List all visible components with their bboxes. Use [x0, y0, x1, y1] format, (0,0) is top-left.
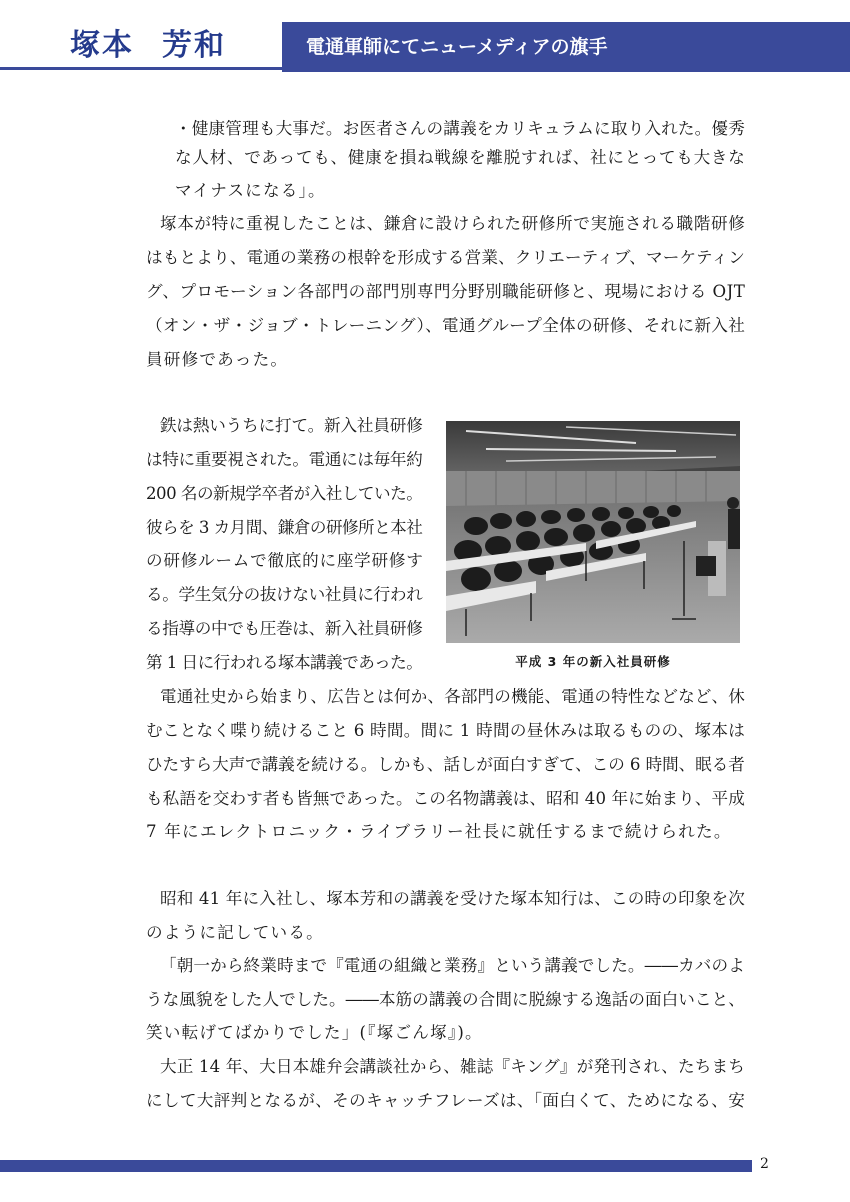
- photo-image: [446, 421, 740, 643]
- page-header: [0, 22, 850, 72]
- text-line: 200 名の新規学卒者が入社していた。: [146, 484, 423, 503]
- author-given-name: 芳和: [162, 28, 226, 63]
- text-line: 「朝一から終業時まで『電通の組織と業務』という講義でした。――カバのよ: [160, 956, 745, 975]
- text-line: ひたすら大声で講義を続ける。しかも、話しが面白すぎて、この 6 時間、眠る者: [146, 755, 745, 774]
- text-line: る指導の中でも圧巻は、新入社員研修: [146, 619, 423, 638]
- author-family-name: 塚本: [70, 28, 134, 63]
- text-line: はもとより、電通の業務の根幹を形成する営業、クリエーティブ、マーケティン: [146, 248, 745, 267]
- photo-caption: 平成 3 年の新入社員研修: [515, 654, 671, 669]
- text-line: 笑い転げてばかりでした」(『塚ごん塚』)。: [146, 1023, 483, 1042]
- text-line: も私語を交わす者も皆無であった。この名物講義は、昭和 40 年に始まり、平成: [146, 789, 745, 808]
- lecture-hall-photo: [446, 421, 740, 643]
- text-line: のように記している。: [146, 923, 324, 942]
- text-line: は特に重要視された。電通には毎年約: [146, 450, 423, 469]
- text-line: むことなく喋り続けること 6 時間。間に 1 時間の昼休みは取るものの、塚本は: [146, 721, 746, 740]
- footer-bar: [0, 1160, 752, 1172]
- text-line: うな風貌をした人でした。――本筋の講義の合間に脱線する逸話の面白いこと、: [146, 990, 745, 1009]
- text-line: 員研修であった。: [146, 350, 289, 369]
- text-line: な人材、であっても、健康を損ね戦線を離脱すれば、社にとっても大きな: [175, 148, 746, 167]
- text-line: る。学生気分の抜けない社員に行われ: [146, 585, 423, 604]
- text-line: マイナスになる」。: [175, 181, 326, 200]
- text-line: 電通社史から始まり、広告とは何か、各部門の機能、電通の特性などなど、休: [160, 687, 745, 706]
- chapter-title: 電通軍師にてニューメディアの旗手: [282, 22, 850, 72]
- text-line: 昭和 41 年に入社し、塚本芳和の講義を受けた塚本知行は、この時の印象を次: [160, 889, 745, 908]
- text-line: グ、プロモーション各部門の部門別専門分野別職能研修と、現場における OJT: [146, 282, 746, 301]
- text-line: 鉄は熱いうちに打て。新入社員研修: [160, 416, 423, 435]
- author-name: [0, 22, 282, 70]
- text-line: ・健康管理も大事だ。お医者さんの講義をカリキュラムに取り入れた。優秀: [175, 119, 745, 138]
- text-line: （オン・ザ・ジョブ・トレーニング）、電通グループ全体の研修、それに新入社: [146, 316, 746, 335]
- text-line: 第 1 日に行われる塚本講義であった。: [146, 653, 423, 672]
- text-line: にして大評判となるが、そのキャッチフレーズは、「面白くて、ためになる、安: [146, 1091, 746, 1110]
- text-line: 7 年にエレクトロニック・ライブラリー社長に就任するまで続けられた。: [146, 822, 732, 841]
- text-line: の研修ルームで徹底的に座学研修す: [146, 551, 424, 570]
- page-number: 2: [760, 1156, 769, 1172]
- text-line: 大正 14 年、大日本雄弁会講談社から、雑誌『キング』が発刊され、たちまち: [160, 1057, 745, 1076]
- text-line: 塚本が特に重視したことは、鎌倉に設けられた研修所で実施される職階研修: [160, 214, 746, 233]
- text-line: 彼らを 3 カ月間、鎌倉の研修所と本社: [146, 518, 423, 537]
